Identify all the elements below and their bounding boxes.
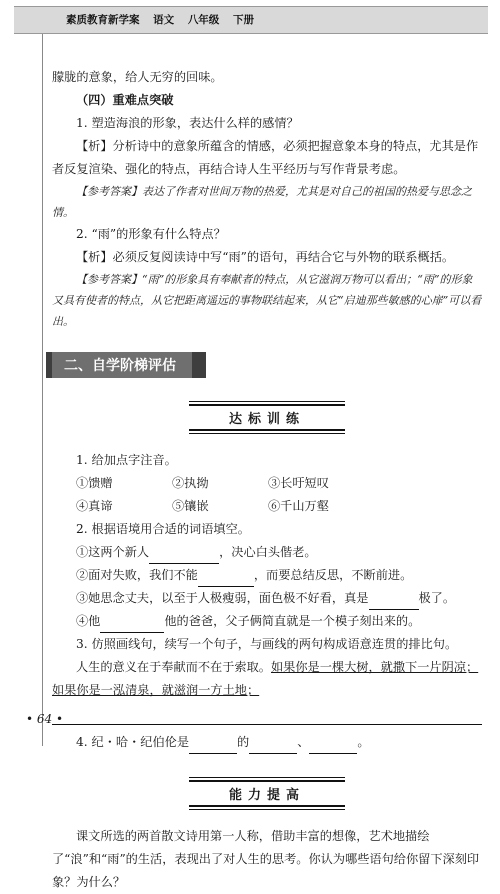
page-number: • 64 •: [26, 712, 64, 726]
exercise-2-item: [52, 541, 482, 564]
answer-blank[interactable]: [249, 739, 297, 754]
question-2: 2. “雨”的形象有什么特点？: [76, 227, 226, 241]
box-title-ability: 能力提高: [189, 780, 345, 807]
item-text: ，决心白头偕老。: [219, 545, 317, 559]
passage-text: 人生的意义在于奉献而不在于索取。: [76, 660, 271, 674]
ability-question: 课文所选的两首散文诗用第一人称，借助丰富的想像，艺术地描绘了“浪”和“雨”的生活，表现出了对人生的思考。你认为哪些语句给你留下深刻印象？为什么？: [52, 829, 480, 889]
exercise-2-question: 2. 根据语境用合适的词语填空。: [76, 522, 250, 536]
option: ⑥千山万壑: [268, 499, 329, 513]
underlined-sentence: 如果你是一棵大树，就撒下一片阴凉；如果你是一泓清泉，就滋润一方土地；: [52, 660, 479, 697]
header-volume: 下册: [232, 14, 254, 26]
page-header: [14, 6, 488, 34]
exercise-3-question: 3. 仿照画线句，续写一个句子，与画线的两句构成语意连贯的排比句。: [76, 637, 458, 651]
question-1: 1. 塑造海浪的形象，表达什么样的感情？: [76, 116, 299, 130]
header-grade: 八年级: [187, 14, 220, 26]
item-text: ④他: [76, 614, 101, 628]
box-title-practice: 达标训练: [189, 404, 345, 431]
answer-blank[interactable]: [369, 595, 419, 610]
section-banner: [46, 352, 482, 378]
exercise-1-row-2: [52, 495, 482, 518]
option: ②执拗: [172, 476, 209, 490]
text-line: 朦胧的意象，给人无穷的回味。: [52, 70, 223, 84]
answer-blank[interactable]: [189, 739, 237, 754]
item-text: 。: [357, 735, 370, 749]
item-text: 的: [237, 735, 250, 749]
option: ①馈赠: [76, 476, 113, 490]
exercise-4: [52, 731, 482, 754]
item-text: ①这两个新人: [76, 545, 150, 559]
exercise-2-item: [52, 564, 482, 587]
answer-2: 【参考答案】“雨”的形象具有奉献者的特点，从它滋润万物可以看出；“雨”的形象又具有使者的特点，从它把距离遥远的事物联结起来，从它“启迪那些敏感的心扉”可以看出。: [52, 273, 482, 328]
subheading: （四）重难点突破: [76, 93, 174, 107]
page-spine: [14, 6, 40, 746]
option: ③长吁短叹: [268, 476, 329, 490]
analysis-1: 【析】分析诗中的意象所蕴含的情感，必须把握意象本身的特点，尤其是作者反复渲染、强化的特点，再结合诗人生平经历与写作背景考虑。: [52, 139, 479, 176]
answer-line[interactable]: [52, 704, 482, 725]
page-content: [52, 66, 482, 894]
exercise-2-item: [52, 610, 482, 633]
answer-blank[interactable]: [198, 572, 254, 587]
spine-line: [42, 6, 43, 746]
answer-blank[interactable]: [149, 549, 219, 564]
exercise-3-passage: [52, 656, 482, 702]
item-text: 4. 纪・哈・纪伯伦是: [76, 735, 190, 749]
item-text: 、: [297, 735, 310, 749]
header-text: [66, 7, 264, 33]
item-text: 极了。: [418, 591, 456, 605]
item-text: 他的爸爸，父子俩简直就是一个模子刻出来的。: [164, 614, 421, 628]
exercise-2-item: [52, 587, 482, 610]
exercise-1-question: 1. 给加点字注音。: [76, 453, 177, 467]
answer-blank[interactable]: [100, 618, 164, 633]
item-text: ③她思念丈夫，以至于人极瘦弱，面色极不好看，真是: [76, 591, 369, 605]
option: ④真谛: [76, 499, 113, 513]
header-subject: 语文: [153, 14, 175, 26]
exercise-1-row-1: [52, 472, 482, 495]
answer-blank[interactable]: [309, 739, 357, 754]
item-text: ②面对失败，我们不能: [76, 568, 198, 582]
answer-1: 【参考答案】表达了作者对世间万物的热爱，尤其是对自己的祖国的热爱与思念之情。: [52, 185, 472, 219]
option: ⑤镶嵌: [172, 499, 209, 513]
item-text: ，而要总结反思，不断前进。: [253, 568, 413, 582]
analysis-2: 【析】必须反复阅读诗中写“雨”的语句，再结合它与外物的联系概括。: [76, 250, 455, 264]
header-book: 素质教育新学案: [66, 14, 140, 26]
section-title: 二、自学阶梯评估: [46, 352, 206, 378]
